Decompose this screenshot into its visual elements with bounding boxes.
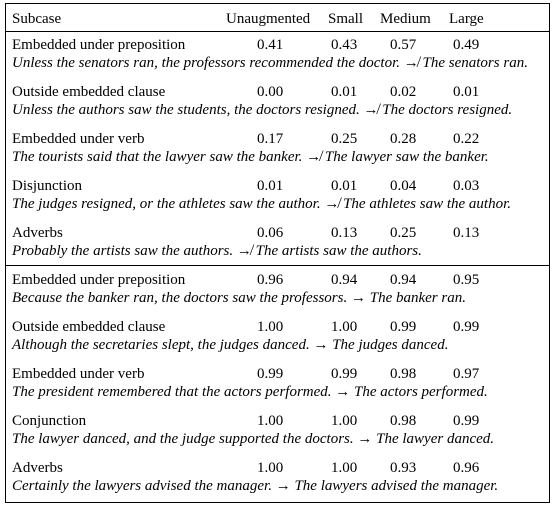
row-unaugmented: 0.01 bbox=[257, 178, 284, 194]
row-example: Unless the senators ran, the professors recommended the doctor. ↛ The senators ran. bbox=[12, 55, 528, 71]
row-subcase: Disjunction bbox=[12, 178, 82, 194]
header-subcase: Subcase bbox=[12, 11, 62, 27]
row-unaugmented: 0.99 bbox=[257, 366, 284, 382]
row-large: 0.96 bbox=[453, 460, 480, 476]
row-unaugmented: 0.41 bbox=[257, 37, 284, 53]
row-example: The tourists said that the lawyer saw the banker. ↛ The lawyer saw the banker. bbox=[12, 149, 489, 165]
row-small: 0.99 bbox=[331, 366, 358, 382]
header-small: Small bbox=[328, 11, 364, 27]
row-large: 0.22 bbox=[453, 131, 480, 147]
header-large: Large bbox=[449, 11, 484, 27]
row-example: Certainly the lawyers advised the manager. → The lawyers advised the manager. bbox=[12, 478, 499, 494]
row-unaugmented: 0.17 bbox=[257, 131, 284, 147]
row-large: 0.99 bbox=[453, 413, 480, 429]
row-small: 1.00 bbox=[331, 413, 358, 429]
row-subcase: Adverbs bbox=[12, 460, 63, 476]
row-example: The judges resigned, or the athletes saw the author. ↛ The athletes saw the author. bbox=[12, 196, 512, 212]
row-medium: 0.57 bbox=[390, 37, 417, 53]
row-subcase: Outside embedded clause bbox=[12, 319, 166, 335]
row-unaugmented: 1.00 bbox=[257, 460, 284, 476]
row-unaugmented: 0.06 bbox=[257, 225, 284, 241]
row-example: Unless the authors saw the students, the doctors resigned. ↛ The doctors resigned. bbox=[12, 102, 513, 118]
row-subcase: Embedded under verb bbox=[12, 131, 145, 147]
row-medium: 0.98 bbox=[390, 366, 417, 382]
header-medium: Medium bbox=[380, 11, 431, 27]
row-example: Although the secretaries slept, the judges danced. → The judges danced. bbox=[12, 337, 449, 353]
row-large: 0.97 bbox=[453, 366, 480, 382]
row-medium: 0.98 bbox=[390, 413, 417, 429]
row-large: 0.13 bbox=[453, 225, 480, 241]
row-medium: 0.99 bbox=[390, 319, 417, 335]
header-unaugmented: Unaugmented bbox=[226, 11, 311, 27]
row-small: 1.00 bbox=[331, 460, 358, 476]
section-rule bbox=[6, 265, 549, 266]
row-unaugmented: 1.00 bbox=[257, 413, 284, 429]
row-small: 0.43 bbox=[331, 37, 358, 53]
row-subcase: Conjunction bbox=[12, 413, 87, 429]
row-subcase: Embedded under preposition bbox=[12, 37, 186, 53]
row-medium: 0.28 bbox=[390, 131, 417, 147]
row-example: Because the banker ran, the doctors saw the professors. → The banker ran. bbox=[12, 290, 466, 306]
row-medium: 0.02 bbox=[390, 84, 417, 100]
row-small: 0.94 bbox=[331, 272, 358, 288]
row-medium: 0.04 bbox=[390, 178, 417, 194]
row-small: 0.25 bbox=[331, 131, 358, 147]
row-small: 1.00 bbox=[331, 319, 358, 335]
row-large: 0.03 bbox=[453, 178, 480, 194]
row-example: Probably the artists saw the authors. ↛ The artists saw the authors. bbox=[12, 243, 422, 259]
row-example: The president remembered that the actors performed. → The actors performed. bbox=[12, 384, 488, 400]
row-small: 0.01 bbox=[331, 178, 358, 194]
row-medium: 0.94 bbox=[390, 272, 417, 288]
row-subcase: Embedded under verb bbox=[12, 366, 145, 382]
row-large: 0.49 bbox=[453, 37, 480, 53]
row-unaugmented: 0.00 bbox=[257, 84, 284, 100]
row-subcase: Embedded under preposition bbox=[12, 272, 186, 288]
row-subcase: Outside embedded clause bbox=[12, 84, 166, 100]
row-unaugmented: 1.00 bbox=[257, 319, 284, 335]
row-unaugmented: 0.96 bbox=[257, 272, 284, 288]
row-large: 0.95 bbox=[453, 272, 480, 288]
row-medium: 0.25 bbox=[390, 225, 417, 241]
row-subcase: Adverbs bbox=[12, 225, 63, 241]
row-large: 0.99 bbox=[453, 319, 480, 335]
row-small: 0.01 bbox=[331, 84, 358, 100]
row-small: 0.13 bbox=[331, 225, 358, 241]
header-rule bbox=[6, 31, 549, 32]
row-medium: 0.93 bbox=[390, 460, 417, 476]
row-example: The lawyer danced, and the judge supported the doctors. → The lawyer danced. bbox=[12, 431, 495, 447]
row-large: 0.01 bbox=[453, 84, 480, 100]
results-table bbox=[5, 3, 550, 503]
